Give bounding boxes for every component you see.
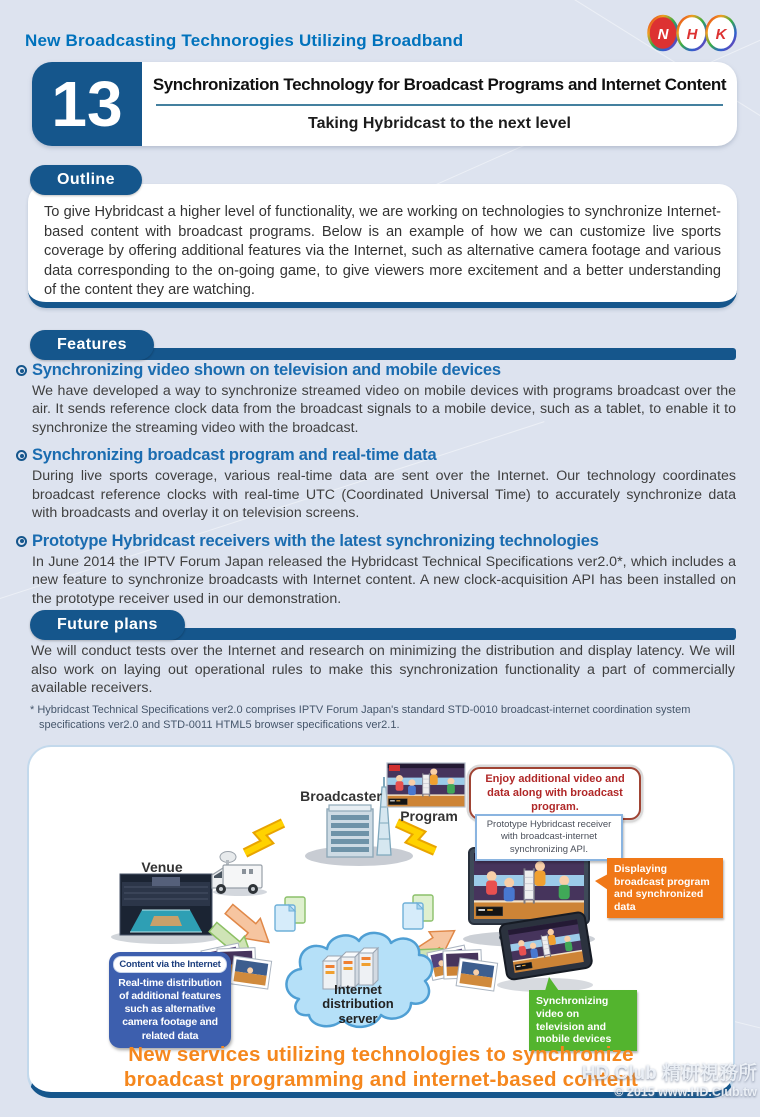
fisheye-bullet-icon <box>16 450 27 461</box>
feature-title-text: Synchronizing broadcast program and real-time data <box>32 446 437 465</box>
diagram-panel <box>27 745 735 1098</box>
internet-distribution-server-label: Internet distribution server <box>322 982 394 1026</box>
broadcast-van <box>212 852 267 897</box>
enjoy-callout: Enjoy additional video and data along with broadcast program. <box>469 767 641 820</box>
displaying-broadcast-callout: Displaying broadcast program and synchronized data <box>607 858 723 918</box>
chapter-number: 13 <box>32 62 142 146</box>
venue-label: Venue <box>141 859 183 875</box>
data-files-icon <box>275 897 305 931</box>
feature-title <box>18 532 736 551</box>
data-files-icon <box>403 895 433 929</box>
caption-line-2: broadcast programming and internet-based content <box>123 1068 639 1092</box>
feature-title <box>18 446 736 465</box>
outline-body: To give Hybridcast a higher level of functionality, we are working on technologies to synchronize Internet-based content with broadcast programs. Below is an example of how we can customize live sports coverage by offering additional features via the Internet, such as alternative camera footage and various data corresponding to the on-going game, to give viewers more excitement and a better understanding of the content they are watching. <box>44 204 721 299</box>
logo-letter-h: H <box>686 26 698 43</box>
page-subtitle: Taking Hybridcast to the next level <box>308 115 571 132</box>
features-list <box>18 361 736 617</box>
features-heading-bar <box>80 348 736 360</box>
feature-item <box>18 361 736 437</box>
watermark-copyright: © 2015 www.HD.Club.tw <box>614 1085 757 1099</box>
outline-heading: Outline <box>30 165 142 195</box>
program-label: Program <box>400 808 458 824</box>
watermark <box>582 1058 757 1099</box>
fisheye-bullet-icon <box>16 365 27 376</box>
future-plans-section-head <box>30 610 736 640</box>
content-via-internet-box <box>109 952 231 1048</box>
future-plans-body: We will conduct tests over the Internet and research on minimizing the distribution and display latency. We will also work on laying out operational rules to make this synchronization functionality a part of commercially available receivers. <box>31 643 735 697</box>
page-title: Synchronization Technology for Broadcast Programs and Internet Content <box>152 75 727 94</box>
features-heading: Features <box>30 330 154 360</box>
logo-letter-k: K <box>715 26 727 43</box>
content-box-tab: Content via the Internet <box>113 956 227 973</box>
feature-body: We have developed a way to synchronize streamed video on mobile devices with programs broadcast over the air. It sends reference clock data from the broadcast signals to a mobile device, such as a tablet, to enable it to synchronize the streaming video with the broadcast. <box>32 383 736 436</box>
broadcaster-building <box>327 805 373 857</box>
content-box-body: Real-time distribution of additional features such as alternative camera footage and related data <box>118 977 222 1042</box>
future-plans-heading: Future plans <box>30 610 185 640</box>
features-section-head <box>30 330 736 360</box>
watermark-club-name: HD.Club 精研視務所 <box>581 1063 757 1084</box>
program-thumbnail <box>387 763 465 807</box>
caption-line-1: New services utilizing technologies to synchronize <box>128 1043 634 1066</box>
feature-title-text: Prototype Hybridcast receivers with the latest synchronizing technologies <box>32 531 599 550</box>
outline-box <box>28 184 737 308</box>
feature-title <box>18 361 736 380</box>
spec-footnote: * Hybridcast Technical Specifications ver2.0 comprises IPTV Forum Japan's standard STD-0010 broadcast-internet coordination system specifications ver2.0 and STD-0011 HTML5 browser specifications ver2.1. <box>30 704 691 732</box>
tablet-device <box>499 912 593 981</box>
camera-footage-thumbnails <box>427 945 498 991</box>
logo-letter-n: N <box>657 26 669 43</box>
feature-item <box>18 532 736 608</box>
broadcast-wave-left <box>245 823 283 853</box>
feature-item <box>18 446 736 522</box>
feature-title-text: Synchronizing video shown on television and mobile devices <box>32 361 501 379</box>
title-box <box>142 62 737 146</box>
prototype-receiver-callout: Prototype Hybridcast receiver with broadcast-internet synchronizing API. <box>475 814 623 861</box>
venue-photo <box>120 874 212 935</box>
synchronizing-video-callout: Synchronizing video on television and mobile devices <box>529 990 637 1051</box>
nhk-logo <box>646 13 738 53</box>
broadcast-wave-right <box>397 823 435 851</box>
feature-body: During live sports coverage, various real-time data are sent over the Internet. Our technology coordinates broadcast reference clocks with real-time UTC (Coordinated Universal Time) to accurately synchronize data with broadcasts and overlay it on television screens. <box>32 468 736 522</box>
broadcaster-label: Broadcaster <box>300 788 382 804</box>
feature-body: In June 2014 the IPTV Forum Japan released the Hybridcast Technical Specifications ver2.0*, which includes a new feature to synchronize broadcasts with Internet content. A new clock-acquisition API has been installed on the prototype receiver used in our demonstration. <box>32 553 736 607</box>
fisheye-bullet-icon <box>16 536 27 547</box>
title-banner <box>32 62 737 146</box>
page-tagline: New Broadcasting Technorogies Utilizing Broadband <box>25 31 464 50</box>
